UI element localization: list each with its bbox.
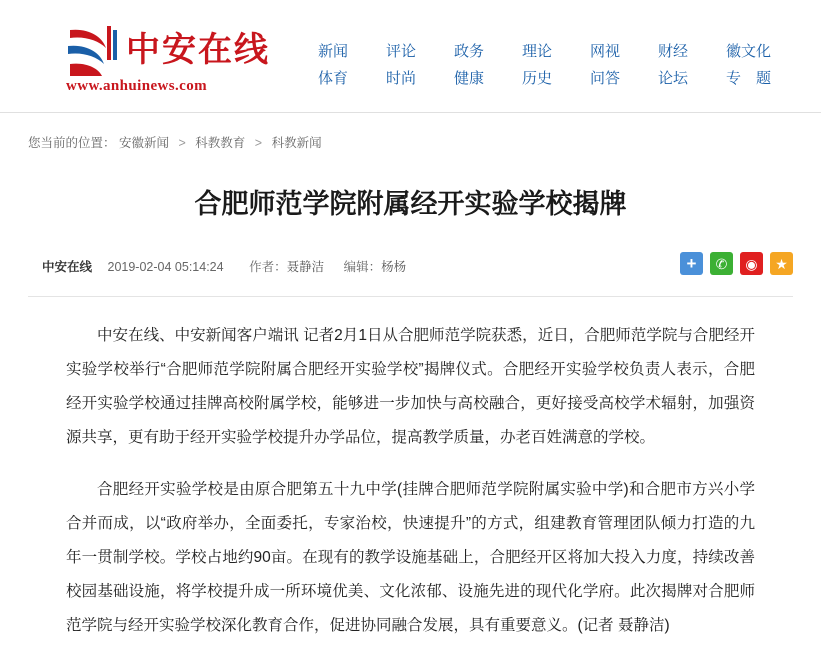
article-editor: 杨杨	[381, 260, 407, 274]
article-timestamp: 2019-02-04 05:14:24	[107, 260, 224, 274]
nav-item-sports[interactable]: 体育	[318, 70, 349, 87]
breadcrumb	[28, 133, 322, 151]
breadcrumb-item-anhui-news[interactable]: 安徽新闻	[119, 136, 170, 150]
favorite-star-icon[interactable]: ★	[770, 252, 793, 275]
nav-item-comment[interactable]: 评论	[386, 43, 417, 60]
share-bar	[680, 252, 793, 275]
article-meta-text	[42, 257, 406, 275]
article-body	[66, 319, 755, 643]
nav-item-qa[interactable]: 问答	[590, 70, 621, 87]
nav-column-4	[522, 38, 590, 92]
article	[0, 160, 821, 661]
nav-item-government[interactable]: 政务	[454, 43, 485, 60]
page-title: 合肥师范学院附属经开实验学校揭牌	[194, 189, 627, 219]
nav-item-special[interactable]: 专 题	[726, 70, 772, 87]
nav-item-theory[interactable]: 理论	[522, 43, 553, 60]
article-meta	[0, 252, 821, 282]
article-paragraph-2: 合肥经开实验学校是由原合肥第五十九中学(挂牌合肥师范学院附属实验中学)和合肥市方兴小学合并而成，以“政府举办，全面委托，专家治校，快速提升”的方式，组建教育管理团队倾力打造的九年一贯制学校。学校占地约90亩。在现有的教学设施基础上，合肥经开区将加大投入力度，持续改善校园基础设施，将学校提升成一所环境优美、文化浓郁、设施先进的现代化学府。此次揭牌对合肥师范学院与经开实验学校深化教育合作，促进协同融合发展，具有重要意义。(记者 聂静洁)	[66, 481, 755, 634]
nav-column-3	[454, 38, 522, 92]
nav-column-1	[318, 38, 386, 92]
article-editor-label: 编辑：	[343, 260, 382, 274]
wechat-icon[interactable]: ✆	[710, 252, 733, 275]
article-author: 聂静洁	[286, 260, 325, 274]
nav-item-forum[interactable]: 论坛	[658, 70, 689, 87]
breadcrumb-item-science-education[interactable]: 科教教育	[195, 136, 246, 150]
article-source: 中安在线	[42, 260, 93, 274]
nav-item-health[interactable]: 健康	[454, 70, 485, 87]
nav-item-finance[interactable]: 财经	[658, 43, 689, 60]
breadcrumb-label: 您当前的位置：	[28, 136, 116, 150]
nav-item-huiculture[interactable]: 徽文化	[726, 43, 772, 60]
share-more-icon[interactable]: +	[680, 252, 703, 275]
breadcrumb-separator-2: >	[254, 136, 263, 150]
logo-text: 中安在线	[126, 32, 270, 69]
meta-divider	[28, 296, 793, 297]
nav-item-news[interactable]: 新闻	[318, 43, 349, 60]
nav-column-5	[590, 38, 658, 92]
site-logo[interactable]	[66, 22, 276, 98]
nav-column-2	[386, 38, 454, 92]
nav-item-history[interactable]: 历史	[522, 70, 553, 87]
article-author-label: 作者：	[249, 260, 287, 274]
nav-column-6	[658, 38, 726, 92]
nav-item-video[interactable]: 网视	[590, 43, 621, 60]
main-navigation	[318, 38, 802, 92]
logo-url: www.anhuinews.com	[66, 78, 207, 94]
weibo-icon[interactable]: ◉	[740, 252, 763, 275]
nav-column-7	[726, 38, 802, 92]
nav-item-fashion[interactable]: 时尚	[386, 70, 417, 87]
site-header	[0, 0, 821, 113]
breadcrumb-item-science-education-news[interactable]: 科教新闻	[271, 136, 322, 150]
anhui-news-logo-icon	[66, 24, 118, 78]
article-paragraph-1: 中安在线、中安新闻客户端讯 记者2月1日从合肥师范学院获悉，近日，合肥师范学院与合肥经开实验学校举行“合肥师范学院附属合肥经开实验学校”揭牌仪式。合肥经开实验学校负责人表示，合肥经开实验学校通过挂牌高校附属学校，能够进一步加快与高校融合，更好接受高校学术辐射，加强资源共享，更有助于经开实验学校提升办学品位，提高教学质量，办老百姓满意的学校。	[66, 327, 755, 446]
breadcrumb-separator-1: >	[178, 136, 186, 150]
